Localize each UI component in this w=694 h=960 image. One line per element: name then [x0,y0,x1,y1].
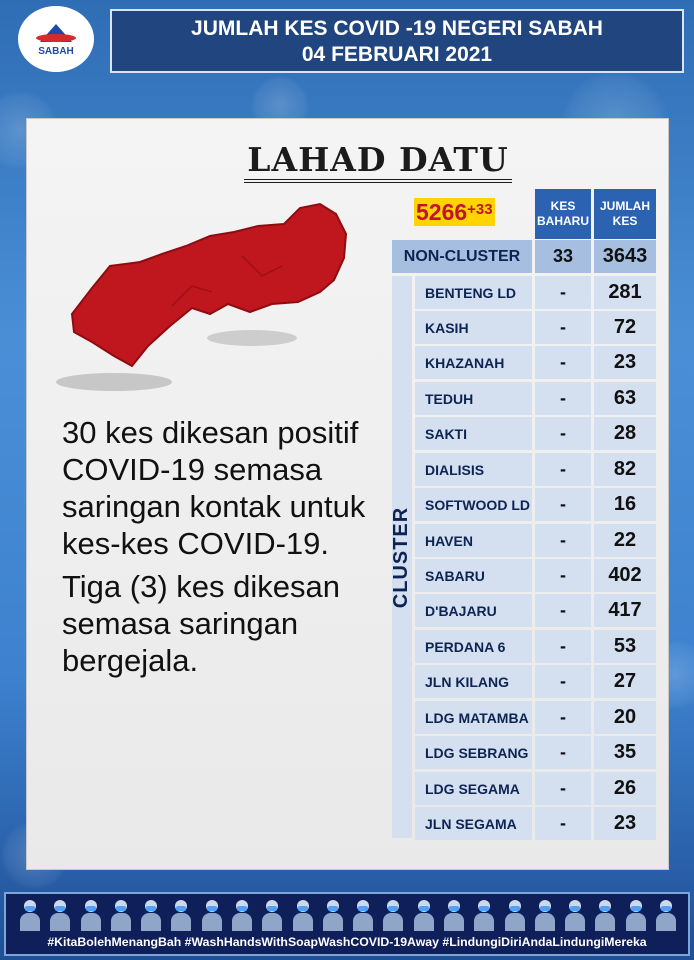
page-title: JUMLAH KES COVID -19 NEGERI SABAH [191,17,603,40]
footer-banner [4,892,690,956]
frontliner-illustrations [18,898,678,932]
row-total-cases: 3643 [594,240,656,273]
cluster-row [415,807,656,840]
cluster-row [415,346,656,379]
cluster-row [415,488,656,521]
cluster-row [415,311,656,344]
frontliner-figure-icon [139,898,163,932]
row-new-cases: - [535,453,591,486]
description-paragraph: 30 kes dikesan positif COVID-19 semasa saringan kontak untuk kes-kes COVID-19. [62,415,366,561]
row-total-cases: 402 [594,559,656,592]
row-total-cases: 417 [594,594,656,627]
row-total-cases: 281 [594,276,656,309]
cluster-row [415,736,656,769]
frontliner-figure-icon [260,898,284,932]
row-total-cases: 23 [594,346,656,379]
row-new-cases: - [535,594,591,627]
row-new-cases: - [535,736,591,769]
logo-text: SABAH [38,45,74,57]
district-total [414,198,495,226]
row-name: D'BAJARU [415,594,532,627]
cluster-row [415,559,656,592]
row-total-cases: 35 [594,736,656,769]
frontliner-figure-icon [169,898,193,932]
row-new-cases: - [535,807,591,840]
row-new-cases: - [535,311,591,344]
row-name: KHAZANAH [415,346,532,379]
header-new-cases: KES BAHARU [535,189,591,239]
cluster-row [415,630,656,663]
cluster-row [415,276,656,309]
row-new-cases: - [535,772,591,805]
cluster-label: CLUSTER [392,276,412,838]
frontliner-figure-icon [18,898,42,932]
cluster-row [415,417,656,450]
row-name: JLN KILANG [415,665,532,698]
cluster-row [415,701,656,734]
frontliner-figure-icon [472,898,496,932]
cluster-row [415,594,656,627]
frontliner-figure-icon [442,898,466,932]
frontliner-figure-icon [412,898,436,932]
row-new-cases: - [535,346,591,379]
frontliner-figure-icon [503,898,527,932]
frontliner-figure-icon [291,898,315,932]
row-name: SAKTI [415,417,532,450]
row-new-cases: - [535,417,591,450]
row-name: JLN SEGAMA [415,807,532,840]
cluster-row [415,524,656,557]
row-name: LDG MATAMBA [415,701,532,734]
cluster-row [415,772,656,805]
row-name: SABARU [415,559,532,592]
row-total-cases: 26 [594,772,656,805]
row-new-cases: 33 [535,240,591,273]
row-name: KASIH [415,311,532,344]
row-total-cases: 27 [594,665,656,698]
frontliner-figure-icon [200,898,224,932]
row-total-cases: 22 [594,524,656,557]
frontliner-figure-icon [593,898,617,932]
row-new-cases: - [535,276,591,309]
row-name: HAVEN [415,524,532,557]
district-title: LAHAD DATU [244,141,512,183]
row-new-cases: - [535,524,591,557]
frontliner-figure-icon [533,898,557,932]
total-cases: 5266 [416,199,468,225]
frontliner-figure-icon [624,898,648,932]
row-new-cases: - [535,630,591,663]
mountain-logo-icon [36,22,76,44]
non-cluster-row [392,240,656,273]
sabah-logo [18,6,94,72]
cluster-row [415,453,656,486]
row-new-cases: - [535,665,591,698]
row-new-cases: - [535,488,591,521]
frontliner-figure-icon [109,898,133,932]
row-total-cases: 53 [594,630,656,663]
row-new-cases: - [535,382,591,415]
header-total-cases: JUMLAH KES [594,189,656,239]
row-total-cases: 63 [594,382,656,415]
row-name: SOFTWOOD LD [415,488,532,521]
report-date: 04 FEBRUARI 2021 [301,43,493,66]
district-map-icon [52,196,352,396]
title-banner [110,9,684,73]
row-new-cases: - [535,559,591,592]
frontliner-figure-icon [381,898,405,932]
row-name: PERDANA 6 [415,630,532,663]
frontliner-figure-icon [230,898,254,932]
frontliner-figure-icon [351,898,375,932]
row-name: LDG SEGAMA [415,772,532,805]
case-description [62,414,382,679]
row-name: LDG SEBRANG [415,736,532,769]
frontliner-figure-icon [563,898,587,932]
hashtags: #KitaBolehMenangBah #WashHandsWithSoapWashCOVID-19Away #LindungiDiriAndaLindungiMereka [47,935,647,949]
frontliner-figure-icon [79,898,103,932]
row-name: DIALISIS [415,453,532,486]
row-total-cases: 23 [594,807,656,840]
row-total-cases: 28 [594,417,656,450]
cluster-row [415,665,656,698]
total-new-cases: +33 [467,201,493,218]
row-total-cases: 16 [594,488,656,521]
row-name: TEDUH [415,382,532,415]
frontliner-figure-icon [48,898,72,932]
row-new-cases: - [535,701,591,734]
row-total-cases: 82 [594,453,656,486]
row-total-cases: 72 [594,311,656,344]
frontliner-figure-icon [321,898,345,932]
row-name: BENTENG LD [415,276,532,309]
row-total-cases: 20 [594,701,656,734]
frontliner-figure-icon [654,898,678,932]
row-name: NON-CLUSTER [392,240,532,273]
description-paragraph: Tiga (3) kes dikesan semasa saringan bergejala. [62,569,340,678]
cluster-row [415,382,656,415]
